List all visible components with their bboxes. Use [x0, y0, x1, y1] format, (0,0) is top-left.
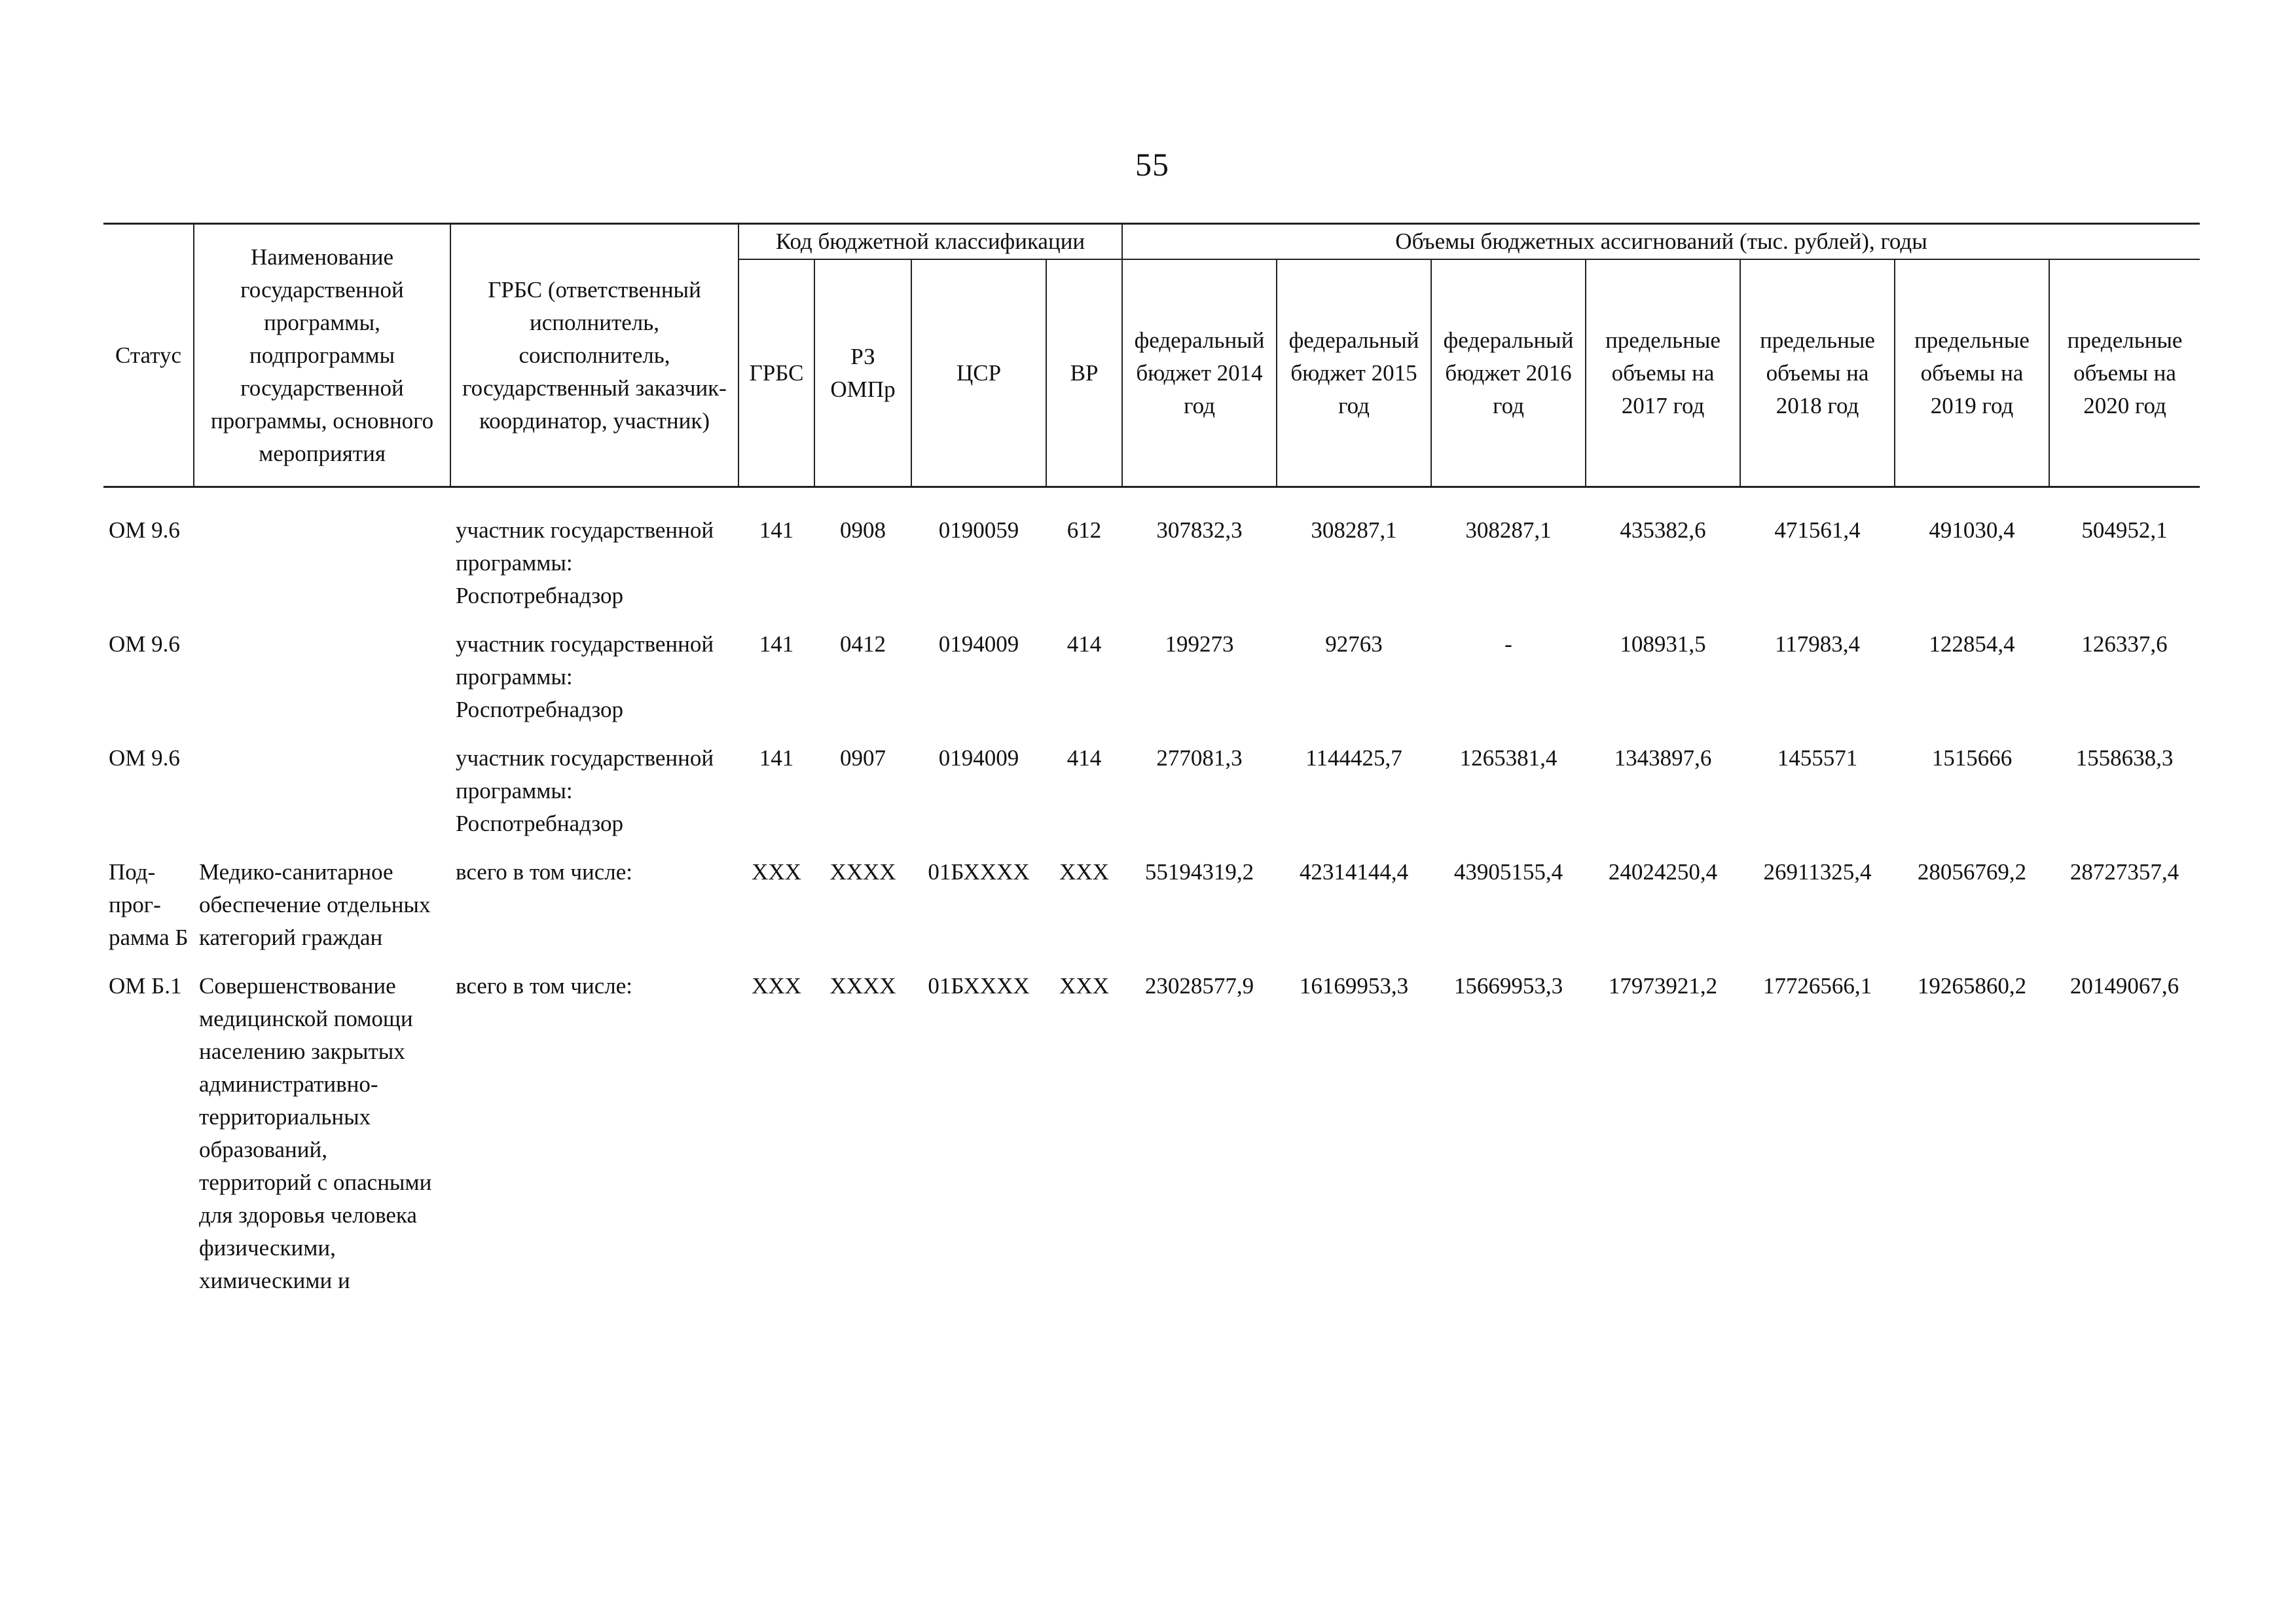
row-name: [194, 514, 450, 628]
row-value-2016: 308287,1: [1465, 517, 1552, 543]
row-value-2016: 15669953,3: [1453, 973, 1563, 999]
row-value-2019: 28056769,2: [1917, 859, 2027, 885]
row-vr: 414: [1066, 745, 1102, 771]
row-value-2014: 307832,3: [1156, 517, 1243, 543]
row-vr: 612: [1066, 517, 1102, 543]
row-value-2014: 55194319,2: [1144, 859, 1254, 885]
row-value-2015: 16169953,3: [1299, 973, 1409, 999]
row-value-2019: 1515666: [1931, 745, 2013, 771]
row-value-2016: -: [1504, 631, 1512, 657]
row-csr: 0194009: [938, 631, 1019, 657]
row-vr: ХХХ: [1059, 973, 1109, 999]
row-status: ОМ 9.6: [109, 517, 180, 543]
row-name: Совершенствование медицинской помощи населению закрытых административно-территориальных образований, территорий с опасными для здоровья человека физическими, химическими и: [199, 973, 432, 1293]
row-vr: ХХХ: [1059, 859, 1109, 885]
row-csr: 0190059: [938, 517, 1019, 543]
header-year-2020: предельные объемы на 2020 год: [2049, 259, 2200, 487]
row-status: ОМ Б.1: [109, 973, 182, 999]
header-volumes-group: Объемы бюджетных ассигнований (тыс. рублей), годы: [1122, 224, 2200, 260]
header-grbs-responsible: ГРБС (ответственный исполнитель, соисполнитель, государственный заказчик-координатор, участник): [450, 224, 738, 487]
row-grbs: 141: [759, 631, 794, 657]
row-participant: всего в том числе:: [456, 859, 632, 885]
row-name: Медико-санитарное обеспечение отдельных категорий граждан: [199, 859, 431, 950]
row-value-2015: 92763: [1325, 631, 1383, 657]
page-number: 55: [1135, 146, 1169, 183]
header-name: Наименование государственной программы, подпрограммы государственной программы, основного мероприятия: [194, 224, 450, 487]
row-value-2014: 199273: [1165, 631, 1234, 657]
row-grbs: 141: [759, 517, 794, 543]
table-row: [103, 856, 2200, 970]
row-status: ОМ 9.6: [109, 631, 180, 657]
row-value-2018: 26911325,4: [1763, 859, 1872, 885]
header-year-2016: федеральный бюджет 2016 год: [1431, 259, 1586, 487]
row-name: [194, 742, 450, 856]
row-grbs: 141: [759, 745, 794, 771]
row-value-2020: 28727357,4: [2069, 859, 2179, 885]
row-value-2018: 17726566,1: [1762, 973, 1872, 999]
row-value-2020: 1558638,3: [2075, 745, 2174, 771]
row-value-2020: 20149067,6: [2069, 973, 2179, 999]
row-value-2020: 504952,1: [2081, 517, 2168, 543]
row-rz: 0412: [840, 631, 886, 657]
row-rz: ХХХХ: [829, 973, 896, 999]
row-rz: 0907: [840, 745, 886, 771]
row-participant: участник государственной программы: Роспотребнадзор: [456, 745, 714, 836]
header-code-csr: ЦСР: [911, 259, 1046, 487]
budget-table: [103, 223, 2200, 1313]
row-rz: 0908: [840, 517, 886, 543]
row-value-2014: 277081,3: [1156, 745, 1243, 771]
row-rz: ХХХХ: [829, 859, 896, 885]
row-status: Под-прог-рамма Б: [109, 859, 189, 950]
table-row: [103, 970, 2200, 1313]
row-value-2017: 17973921,2: [1608, 973, 1718, 999]
table-row: [103, 742, 2200, 856]
row-csr: 01БХХХХ: [928, 973, 1030, 999]
table-row: [103, 628, 2200, 742]
row-participant: всего в том числе:: [456, 973, 632, 999]
row-value-2015: 308287,1: [1311, 517, 1397, 543]
row-status: ОМ 9.6: [109, 745, 180, 771]
row-value-2018: 471561,4: [1774, 517, 1861, 543]
row-value-2014: 23028577,9: [1144, 973, 1254, 999]
header-year-2014: федеральный бюджет 2014 год: [1122, 259, 1277, 487]
row-value-2019: 491030,4: [1929, 517, 2015, 543]
row-participant: участник государственной программы: Роспотребнадзор: [456, 631, 714, 722]
row-value-2018: 1455571: [1777, 745, 1858, 771]
row-value-2017: 435382,6: [1620, 517, 1706, 543]
header-budget-code-group: Код бюджетной классификации: [738, 224, 1122, 260]
row-grbs: ХХХ: [752, 973, 801, 999]
row-grbs: ХХХ: [752, 859, 801, 885]
row-csr: 0194009: [938, 745, 1019, 771]
row-value-2020: 126337,6: [2081, 631, 2168, 657]
header-code-vr: ВР: [1046, 259, 1122, 487]
header-code-grbs: ГРБС: [738, 259, 814, 487]
header-year-2017: предельные объемы на 2017 год: [1586, 259, 1740, 487]
header-year-2015: федеральный бюджет 2015 год: [1277, 259, 1431, 487]
row-value-2015: 1144425,7: [1305, 745, 1402, 771]
row-name: [194, 628, 450, 742]
row-value-2017: 24024250,4: [1608, 859, 1718, 885]
header-status: Статус: [103, 224, 194, 487]
row-participant: участник государственной программы: Роспотребнадзор: [456, 517, 714, 608]
row-value-2017: 1343897,6: [1614, 745, 1712, 771]
row-value-2019: 122854,4: [1929, 631, 2015, 657]
table-row: [103, 514, 2200, 628]
row-value-2016: 1265381,4: [1459, 745, 1558, 771]
row-value-2017: 108931,5: [1620, 631, 1706, 657]
row-value-2016: 43905155,4: [1453, 859, 1563, 885]
header-code-rz: РЗ ОМПр: [814, 259, 911, 487]
row-value-2019: 19265860,2: [1917, 973, 2027, 999]
header-year-2018: предельные объемы на 2018 год: [1740, 259, 1895, 487]
row-value-2018: 117983,4: [1775, 631, 1860, 657]
row-vr: 414: [1066, 631, 1102, 657]
row-csr: 01БХХХХ: [928, 859, 1030, 885]
header-year-2019: предельные объемы на 2019 год: [1895, 259, 2049, 487]
row-value-2015: 42314144,4: [1299, 859, 1409, 885]
